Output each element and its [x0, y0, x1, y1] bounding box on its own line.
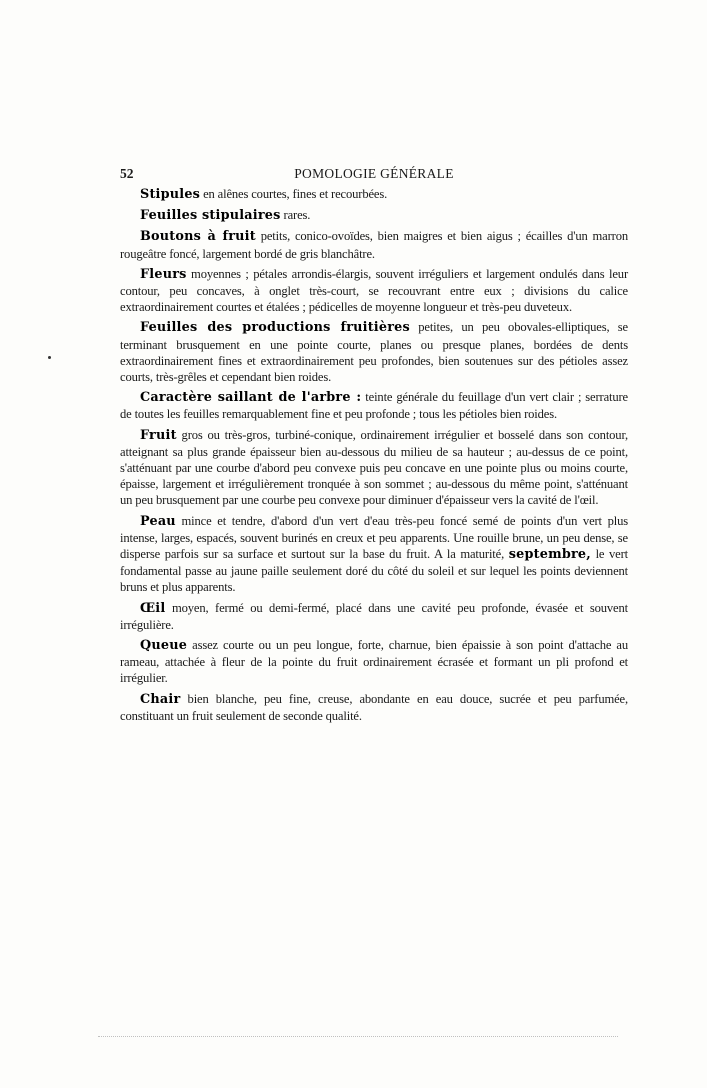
paragraph-lead-term: Queue — [140, 638, 188, 654]
paragraph — [120, 186, 628, 203]
scan-speck — [48, 356, 51, 359]
paragraph — [120, 266, 628, 316]
paragraph-lead-term: Feuilles des productions fruitières — [140, 320, 410, 336]
paragraph — [120, 319, 628, 385]
paragraph-text: petites, un peu obovales-elliptiques, se terminant brusquement en une pointe courte, planes ou presque planes, bordées de dents extraordinairement fines et extraordinairement peu profondes, bien soutenues sur des pétioles assez courts, très-grêles et cependant bien roides. — [120, 320, 628, 385]
paragraph-text: mince et tendre, d'abord d'un vert d'eau très-peu foncé semé de points d'un vert plus intense, larges, espacés, souvent burinés en creux et peu apparents. Une rouille brune, un peu dense, se disperse parfois sur sa surface et surtout sur la base du fruit. A la maturité, — [120, 513, 628, 562]
paragraph-text: gros ou très-gros, turbiné-conique, ordinairement irrégulier et bosselé dans son contour, atteignant sa plus grande épaisseur bien au-dessous du milieu de sa hauteur ; au-dessus de ce point, s'atténuant par une courbe d'abord peu convexe puis peu concave en une pointe plus ou moins courte, épaisse, largement et irrégulièrement tronquée à son sommet ; au-dessous du même point, s'atténuant un peu brusquement par une courbe peu convexe pour diminuer d'épaisseur vers la cavité de l'œil. — [120, 427, 628, 508]
running-title: POMOLOGIE GÉNÉRALE — [294, 166, 454, 181]
paragraph-text: moyennes ; pétales arrondis-élargis, souvent irréguliers et largement ondulés dans leur contour, peu concaves, à onglet très-court, se recouvrant entre eux ; divisions du calice extraordinairement courtes et étalées ; pédicelles de moyenne longueur et très-peu duveteux. — [120, 266, 628, 315]
paragraph — [120, 600, 628, 633]
paragraph-lead-term: Peau — [140, 513, 176, 529]
paragraph — [120, 228, 628, 261]
paragraph-text: moyen, fermé ou demi-fermé, placé dans une cavité peu profonde, évasée et souvent irrégulière. — [120, 600, 628, 632]
paragraph-text: en alênes courtes, fines et recourbées. — [200, 187, 388, 201]
paragraph — [120, 389, 628, 422]
paragraph-text: le vert fondamental passe au jaune paille seulement doré du côté du soleil et sur lequel les points deviennent bruns et plus apparents. — [120, 547, 629, 595]
document-page — [120, 166, 628, 728]
scan-noise-line — [98, 1036, 618, 1037]
paragraph — [120, 207, 628, 224]
paragraph — [120, 513, 628, 596]
paragraph — [120, 637, 628, 687]
paragraph-text: rares. — [280, 208, 311, 223]
paragraph-text: assez courte ou un peu longue, forte, charnue, bien épaissie à son point d'attache au rameau, attachée à fleur de la pointe du fruit ordinairement écrasée et formant un pli profond et irrégulier. — [120, 638, 628, 686]
paragraph-lead-term: Caractère saillant de l'arbre : — [140, 390, 362, 406]
paragraph-lead-term: Stipules — [140, 187, 201, 202]
paragraph-lead-term: septembre, — [508, 547, 591, 563]
page-header — [120, 166, 628, 186]
paragraph — [120, 427, 628, 509]
paragraph-lead-term: Fleurs — [140, 266, 187, 282]
paragraph — [120, 691, 628, 724]
paragraph-lead-term: Feuilles stipulaires — [140, 208, 281, 224]
paragraph-text: teinte générale du feuillage d'un vert clair ; serrature de toutes les feuilles remarquablement fine et peu profonde ; tous les pétioles bien roides. — [120, 390, 628, 422]
page-number: 52 — [120, 166, 134, 181]
paragraph-lead-term: Boutons à fruit — [140, 229, 256, 245]
paragraph-text: bien blanche, peu fine, creuse, abondante en eau douce, sucrée et peu parfumée, constituant un fruit seulement de seconde qualité. — [120, 691, 628, 723]
paragraph-text: petits, conico-ovoïdes, bien maigres et bien aigus ; écailles d'un marron rougeâtre foncé, largement bordé de gris blanchâtre. — [120, 229, 628, 261]
paragraph-lead-term: Chair — [140, 691, 181, 707]
page-body — [120, 186, 628, 724]
paragraph-lead-term: Fruit — [140, 427, 177, 443]
paragraph-lead-term: Œil — [140, 600, 166, 616]
